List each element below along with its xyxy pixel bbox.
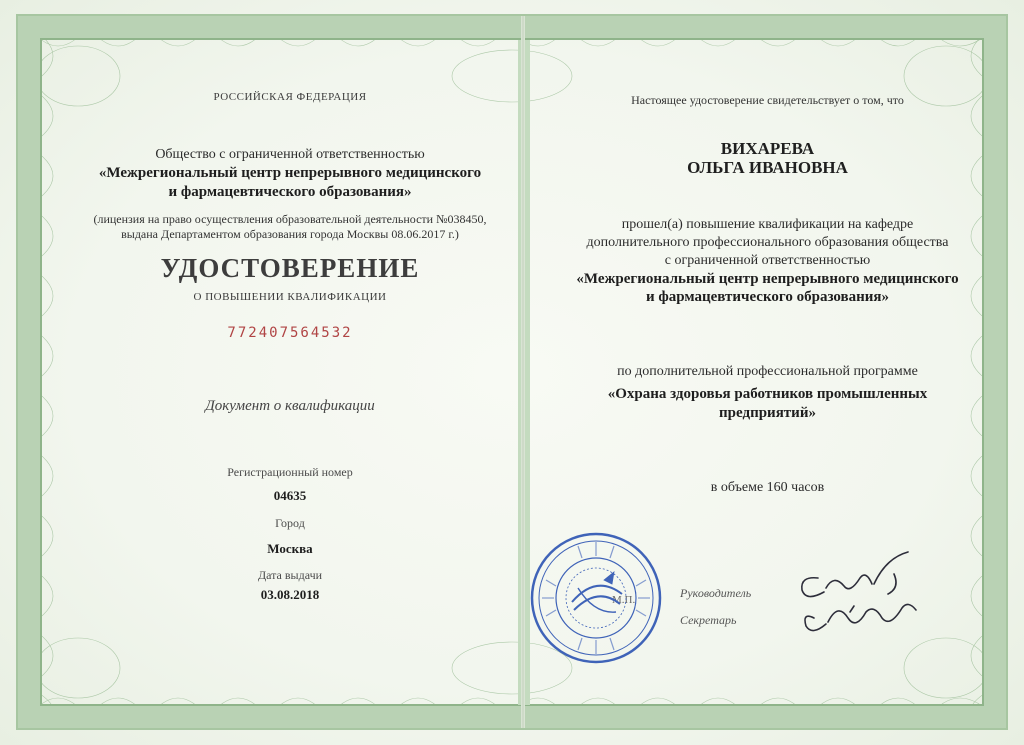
head-label: Руководитель xyxy=(680,586,752,600)
reg-number-label: Регистрационный номер xyxy=(227,465,353,479)
license-line2: выдана Департаментом образования города Москвы 08.06.2017 г.) xyxy=(121,227,459,241)
document-subtitle: О ПОВЫШЕНИИ КВАЛИФИКАЦИИ xyxy=(193,291,387,303)
holder-surname: ВИХАРЕВА xyxy=(720,139,815,158)
reg-number-value: 04635 xyxy=(273,488,307,503)
document-title: УДОСТОВЕРЕНИЕ xyxy=(160,253,420,283)
body-line1: прошел(а) повышение квалификации на кафедре xyxy=(621,217,914,232)
issue-date-value: 03.08.2018 xyxy=(260,587,320,602)
body-line2: дополнительного профессионального образования общества xyxy=(586,235,949,250)
issue-date-label: Дата выдачи xyxy=(257,568,323,582)
body-line3: с ограниченной ответственностью xyxy=(664,253,871,268)
document-type: Документ о квалификации xyxy=(205,398,375,414)
org-name-line2: и фармацевтического образования» xyxy=(168,184,412,200)
signatures xyxy=(790,548,930,644)
org-type: Общество с ограниченной ответственностью xyxy=(155,147,425,162)
program-line1: «Охрана здоровья работников промышленных xyxy=(607,386,928,402)
intro-text: Настоящее удостоверение свидетельствует о том, что xyxy=(631,93,904,107)
country-label: РОССИЙСКАЯ ФЕДЕРАЦИЯ xyxy=(213,91,367,103)
city-label: Город xyxy=(275,516,305,530)
city-value: Москва xyxy=(267,541,313,556)
license-line1: (лицензия на право осуществления образовательной деятельности №038450, xyxy=(93,212,487,226)
organization-stamp xyxy=(528,530,664,666)
org-line1: «Межрегиональный центр непрерывного медицинского xyxy=(576,271,959,287)
left-page xyxy=(80,0,500,745)
secretary-label: Секретарь xyxy=(680,613,737,627)
program-line2: предприятий» xyxy=(719,405,816,421)
org-name-line1: «Межрегиональный центр непрерывного медицинского xyxy=(98,165,482,181)
page-fold xyxy=(521,16,525,728)
mp-label: М.П. xyxy=(612,594,636,606)
document-number: 772407564532 xyxy=(227,325,353,341)
org-line2: и фармацевтического образования» xyxy=(645,289,890,305)
hours-text: в объеме 160 часов xyxy=(710,480,825,495)
holder-given-names: ОЛЬГА ИВАНОВНА xyxy=(687,158,848,177)
program-label: по дополнительной профессиональной программе xyxy=(617,364,918,379)
